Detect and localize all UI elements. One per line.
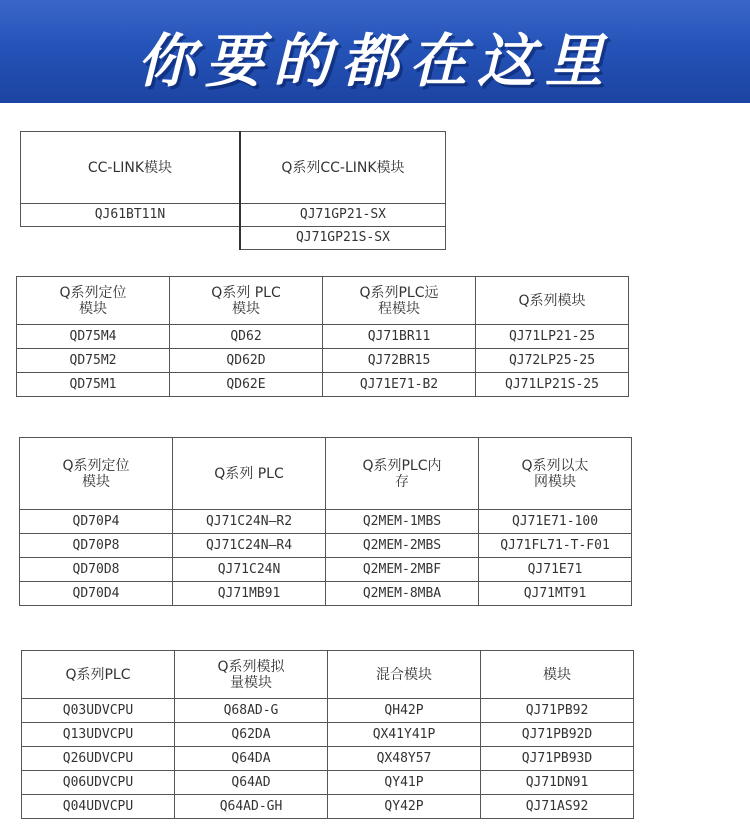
table-cell: QJ71E71-B2 [323,373,476,397]
table-cell: Q64AD-GH [175,795,328,819]
table-cell: QJ61BT11N [21,204,240,227]
header-cell: Q系列定位 模块 [17,277,170,325]
table-cell: Q2MEM-2MBS [326,534,479,558]
table-row [17,349,629,373]
table-cell: QJ71C24N [173,558,326,582]
header-cell: Q系列 PLC [173,438,326,510]
table-cell: QX48Y57 [328,747,481,771]
header-cell: Q系列以太 网模块 [479,438,632,510]
table-cell: QJ71E71 [479,558,632,582]
table-row [21,204,446,227]
table-cell: QD75M4 [17,325,170,349]
table-cell: Q62DA [175,723,328,747]
table-cell: Q64AD [175,771,328,795]
table-cell: QX41Y41P [328,723,481,747]
table-cell: QJ71C24N—R4 [173,534,326,558]
table-cell: QJ71PB92D [481,723,634,747]
table-row [17,373,629,397]
table-row [22,723,634,747]
table-cell: Q2MEM-2MBF [326,558,479,582]
table-cell: QD70D4 [20,582,173,606]
table-cell: QJ71AS92 [481,795,634,819]
table-row [20,558,632,582]
table-cell: QJ71C24N—R2 [173,510,326,534]
header-cell: Q系列PLC远 程模块 [323,277,476,325]
table-cell: QJ71MT91 [479,582,632,606]
table-cell: QD62D [170,349,323,373]
table-row [17,325,629,349]
table-cell: Q2MEM-1MBS [326,510,479,534]
table-cell: QJ71PB92 [481,699,634,723]
table-header-row [22,651,634,699]
table-row [21,227,446,250]
table-header-row [21,132,446,204]
table-cell: QD70P8 [20,534,173,558]
cc-link-table [20,131,446,250]
table-cell: QD62E [170,373,323,397]
table-row [20,582,632,606]
table-cell: QJ71LP21S-25 [476,373,629,397]
table-cell: Q13UDVCPU [22,723,175,747]
table-cell: QD70P4 [20,510,173,534]
header-cell: 混合模块 [328,651,481,699]
table-cell: QJ71DN91 [481,771,634,795]
header-cell: CC-LINK模块 [21,132,240,204]
header-cell: Q系列 PLC 模块 [170,277,323,325]
header-cell: 模块 [481,651,634,699]
table-row [20,534,632,558]
table-cell: Q64DA [175,747,328,771]
table-cell: Q2MEM-8MBA [326,582,479,606]
table-row [22,699,634,723]
header-cell: Q系列PLC内 存 [326,438,479,510]
table-cell: QH42P [328,699,481,723]
table-row [22,771,634,795]
table-cell: QJ71GP21S-SX [240,227,446,250]
table-cell: QJ71MB91 [173,582,326,606]
table-cell: QJ71PB93D [481,747,634,771]
table-cell: QD75M2 [17,349,170,373]
table-cell: QJ71E71-100 [479,510,632,534]
header-cell: Q系列模拟 量模块 [175,651,328,699]
table-cell: Q26UDVCPU [22,747,175,771]
table-row [22,795,634,819]
table-cell: QD62 [170,325,323,349]
table-row [20,510,632,534]
header-cell: Q系列PLC [22,651,175,699]
table-cell: QJ72BR15 [323,349,476,373]
table-row [22,747,634,771]
table-cell: QD75M1 [17,373,170,397]
table-cell: QJ71GP21-SX [240,204,446,227]
table-cell: Q68AD-G [175,699,328,723]
plc-cpu-table [21,650,634,819]
table-cell: Q04UDVCPU [22,795,175,819]
table-header-row [20,438,632,510]
table-header-row [17,277,629,325]
table-cell: QJ71BR11 [323,325,476,349]
header-cell: Q系列定位 模块 [20,438,173,510]
header-banner [0,0,750,103]
table-cell: QJ72LP25-25 [476,349,629,373]
table-cell: QY41P [328,771,481,795]
header-cell: Q系列模块 [476,277,629,325]
header-cell: Q系列CC-LINK模块 [240,132,446,204]
table-cell: Q06UDVCPU [22,771,175,795]
table-cell: QJ71LP21-25 [476,325,629,349]
table-cell: QD70D8 [20,558,173,582]
table-cell: Q03UDVCPU [22,699,175,723]
table-cell: QY42P [328,795,481,819]
positioning-module-table [16,276,629,397]
banner-title: 你要的都在这里 [136,27,613,95]
table-cell: QJ71FL71-T-F01 [479,534,632,558]
memory-ethernet-table [19,437,632,606]
empty-cell [21,227,240,250]
